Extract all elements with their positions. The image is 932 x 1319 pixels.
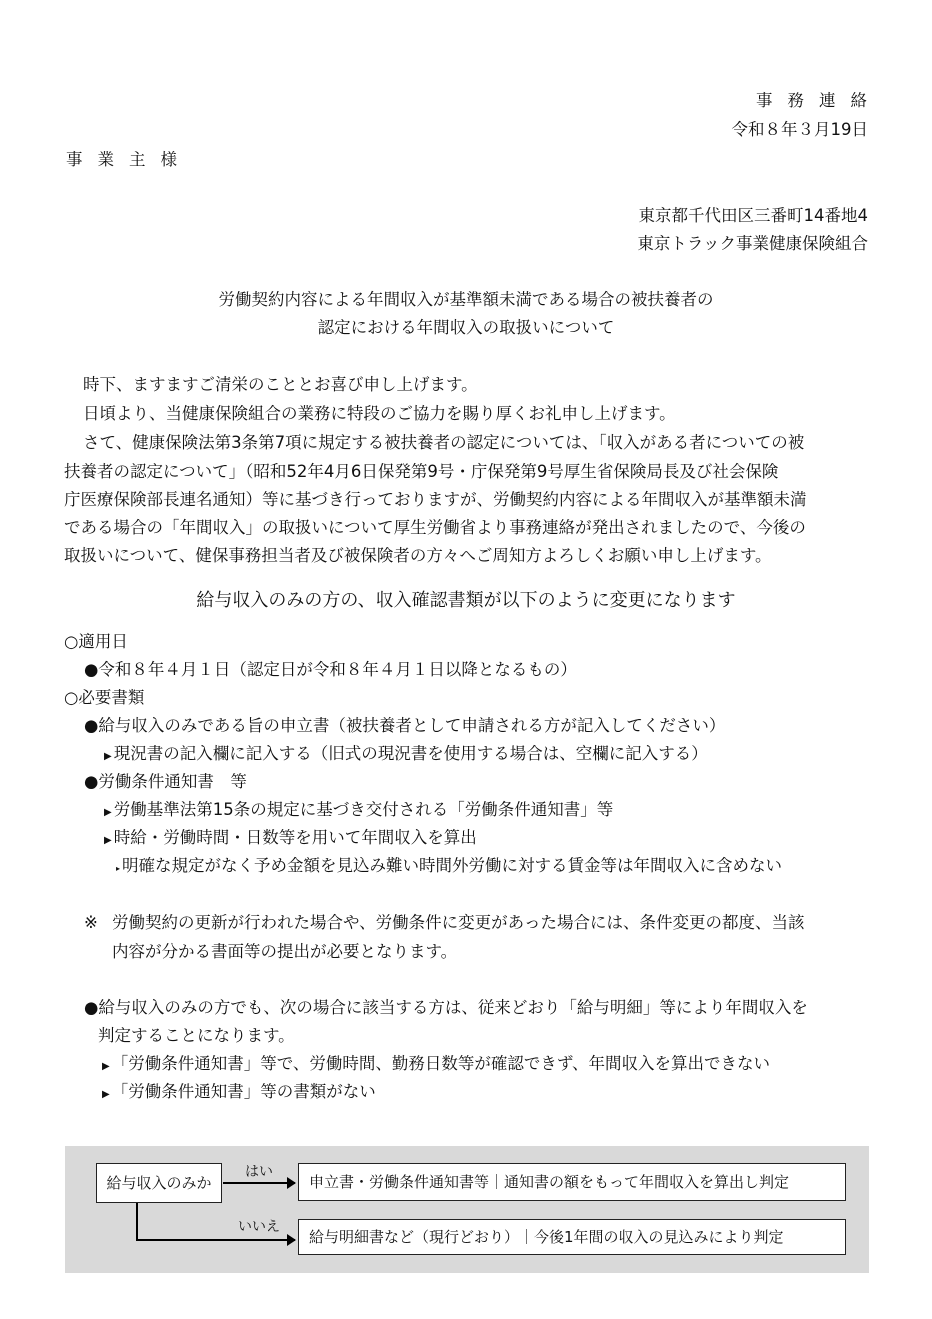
exception-line-1 — [84, 1000, 808, 1017]
no-arrow — [136, 1239, 295, 1241]
yes-result-text: 申立書・労働条件通知書等｜通知書の額をもって年間収入を算出し判定 — [309, 1172, 790, 1191]
issue-date: 令和８年３月19日 — [731, 120, 868, 139]
note-line-2: 内容が分かる書面等の提出が必要となります。 — [112, 942, 458, 961]
doc-item-declaration — [84, 718, 725, 735]
triangle-bullet-icon: ▶ — [102, 1089, 110, 1100]
doc-item-text: 給与収入のみである旨の申立書（被扶養者として申請される方が記入してください） — [98, 716, 726, 735]
bullet-icon: ● — [84, 660, 99, 679]
greeting-line-1: 時下、ますますご清栄のこととお喜び申し上げます。 — [83, 375, 478, 394]
no-label: いいえ — [238, 1219, 280, 1235]
bullet-icon: ● — [84, 998, 99, 1017]
required-docs-label: ○必要書類 — [64, 688, 145, 707]
doc-subitem-text: 現況書の記入欄に記入する（旧式の現況書を使用する場合は、空欄に記入する） — [113, 744, 708, 763]
triangle-bullet-icon: ▶ — [104, 835, 112, 846]
doc-subitem — [104, 830, 477, 847]
yes-result-box — [298, 1163, 846, 1201]
doc-subsubitem — [116, 858, 782, 875]
doc-subitem-text: 時給・労働時間・日数等を用いて年間収入を算出 — [113, 828, 477, 847]
question-box — [96, 1163, 222, 1203]
doc-subsubitem-text: 明確な規定がなく予め金額を見込み難い時間外労働に対する賃金等は年間収入に含めない — [122, 856, 783, 875]
apply-date — [84, 662, 577, 679]
document-title-line-2: 認定における年間収入の取扱いについて — [317, 318, 615, 337]
no-connector-line — [136, 1203, 138, 1241]
note-mark: ※ — [84, 913, 98, 932]
question-text: 給与収入のみか — [106, 1173, 212, 1192]
triangle-bullet-icon: ▶ — [104, 751, 112, 762]
doc-subitem — [104, 746, 708, 763]
document-title-line-1: 労働契約内容による年間収入が基準額未満である場合の被扶養者の — [218, 290, 714, 309]
doc-subitem-text: 労働基準法第15条の規定に基づき交付される「労働条件通知書」等 — [113, 800, 614, 819]
exception-item — [102, 1056, 770, 1073]
no-result-text: 給与明細書など（現行どおり）｜今後1年間の収入の見込みにより判定 — [309, 1227, 784, 1246]
paragraph-line: 取扱いについて、健保事務担当者及び被保険者の方々へご周知方よろしくお願い申し上げます。 — [64, 546, 772, 565]
paragraph-line: 庁医療保険部長連名通知）等に基づき行っておりますが、労働契約内容による年間収入が基準額未満 — [64, 490, 807, 509]
no-result-box — [298, 1219, 846, 1255]
note-line-1: 労働契約の更新が行われた場合や、労働条件に変更があった場合には、条件変更の都度、当該 — [112, 913, 805, 932]
document-type: 事務連絡 — [756, 91, 882, 110]
sender-address: 東京都千代田区三番町14番地4 — [638, 206, 868, 225]
doc-item-text: 労働条件通知書 等 — [98, 772, 247, 791]
exception-text: 給与収入のみの方でも、次の場合に該当する方は、従来どおり「給与明細」等により年間収入を — [98, 998, 808, 1017]
sender-name: 東京トラック事業健康保険組合 — [637, 234, 868, 253]
paragraph-line: 扶養者の認定について」（昭和52年4月6日保発第9号・庁保発第9号厚生省保険局長及び社会保険 — [64, 462, 779, 481]
decision-flow-diagram — [65, 1146, 869, 1273]
exception-item-text: 「労働条件通知書」等の書類がない — [111, 1082, 376, 1101]
triangle-bullet-icon: ▶ — [104, 807, 112, 818]
paragraph-line: さて、健康保険法第3条第7項に規定する被扶養者の認定については、「収入がある者についての被 — [83, 433, 805, 452]
apply-date-label: ○適用日 — [64, 632, 128, 651]
triangle-bullet-icon: ▶ — [102, 1061, 110, 1072]
doc-subitem — [104, 802, 613, 819]
yes-arrow — [223, 1182, 295, 1184]
bullet-icon: ● — [84, 772, 99, 791]
exception-item-text: 「労働条件通知書」等で、労働時間、勤務日数等が確認できず、年間収入を算出できない — [111, 1054, 771, 1073]
greeting-line-2: 日頃より、当健康保険組合の業務に特段のご協力を賜り厚くお礼申し上げます。 — [83, 404, 676, 423]
doc-item-labor-notice — [84, 774, 247, 791]
paragraph-line: である場合の「年間収入」の取扱いについて厚生労働省より事務連絡が発出されましたので、今後の — [64, 518, 806, 537]
apply-date-text: 令和８年４月１日（認定日が令和８年４月１日以降となるもの） — [98, 660, 577, 679]
section-heading: 給与収入のみの方の、収入確認書類が以下のように変更になります — [196, 590, 736, 611]
bullet-icon: ● — [84, 716, 99, 735]
exception-item — [102, 1084, 376, 1101]
exception-line-2: 判定することになります。 — [98, 1026, 295, 1045]
yes-label: はい — [245, 1164, 273, 1180]
addressee: 事業主様 — [66, 150, 192, 169]
triangle-bullet-icon: ▸ — [116, 864, 121, 873]
